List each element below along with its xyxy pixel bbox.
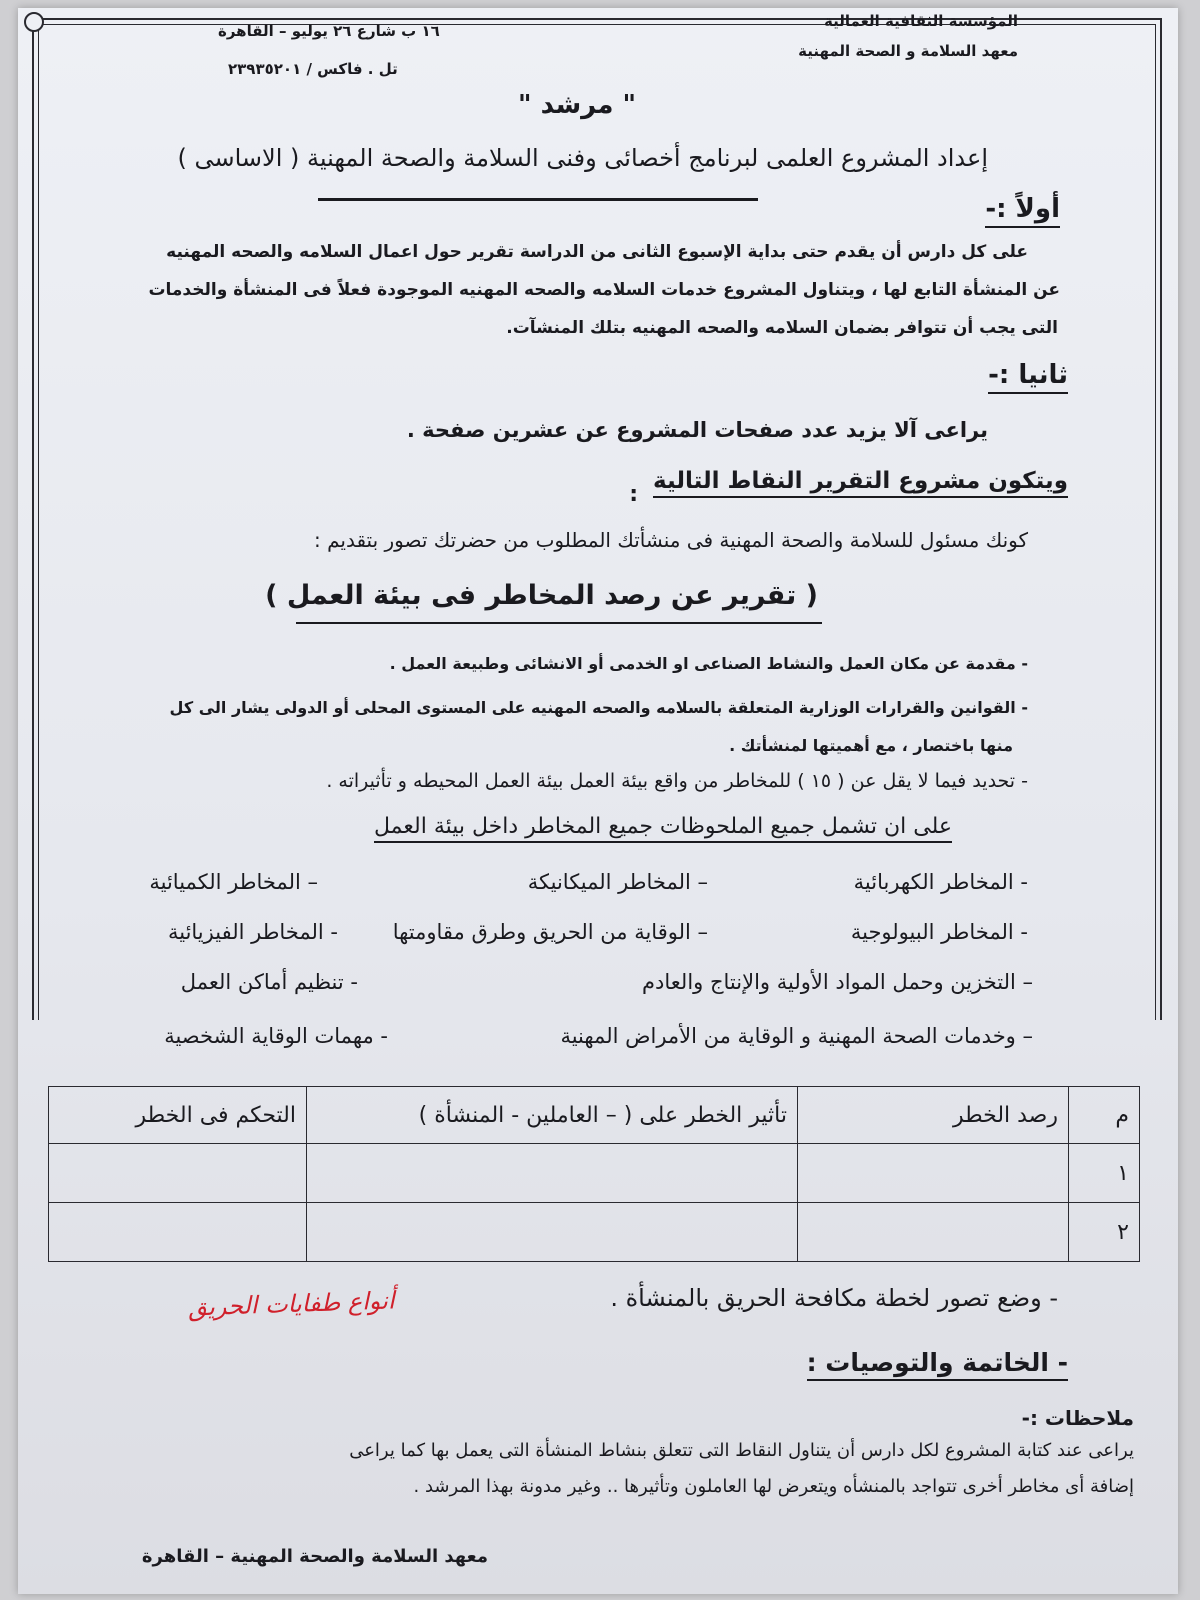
section1-heading: أولاً :-	[985, 194, 1060, 228]
table-cell	[49, 1144, 307, 1203]
org-name: المؤسسة الثقافية العمالية	[824, 12, 1018, 30]
hazard-item: - مهمات الوقاية الشخصية	[164, 1024, 388, 1048]
table-row	[49, 1203, 1140, 1262]
hazard-item: – الوقاية من الحريق وطرق مقاومتها	[392, 920, 708, 944]
list-item: - تحديد فيما لا يقل عن ( ١٥ ) للمخاطر من واقع بيئة العمل بيئة العمل المحيطه و تأثيراته .	[326, 770, 1028, 792]
points-colon: :	[629, 482, 638, 507]
table-cell	[798, 1144, 1069, 1203]
row-number: ١	[1069, 1144, 1140, 1203]
table-cell	[307, 1203, 798, 1262]
hazard-item: - المخاطر الكهربائية	[854, 870, 1028, 894]
notes-heading: ملاحظات :-	[1021, 1406, 1134, 1430]
table-cell	[49, 1203, 307, 1262]
table-row	[49, 1144, 1140, 1203]
hazard-item: – المخاطر الميكانيكة	[527, 870, 708, 894]
handwritten-note: أنواع طفايات الحريق	[187, 1286, 395, 1322]
footer-signature: معهد السلامة والصحة المهنية – القاهرة	[141, 1546, 488, 1567]
report-title-rule	[296, 622, 822, 624]
conclusion-heading: - الخاتمة والتوصيات :	[807, 1348, 1068, 1381]
list-item-continued: منها باختصار ، مع أهميتها لمنشأتك .	[729, 736, 1013, 755]
title-rule	[318, 198, 758, 201]
hazard-item: - تنظيم أماكن العمل	[180, 970, 358, 994]
table-cell	[798, 1203, 1069, 1262]
page-title: " مرشد "	[518, 90, 637, 120]
page-subtitle: إعداد المشروع العلمى لبرنامج أخصائى وفنى السلامة والصحة المهنية ( الاساسى )	[177, 144, 988, 172]
col-hazard-header: رصد الخطر	[798, 1087, 1069, 1144]
section2-heading: ثانيا :-	[988, 360, 1068, 394]
intro-text: كونك مسئول للسلامة والصحة المهنية فى منشأتك المطلوب من حضرتك تصور بتقديم :	[313, 528, 1028, 552]
hazard-item: – المخاطر الكميائية	[149, 870, 318, 894]
list-item: - مقدمة عن مكان العمل والنشاط الصناعى او الخدمى أو الانشائى وطبيعة العمل .	[390, 654, 1028, 673]
pages-note: يراعى آلا يزيد عدد صفحات المشروع عن عشرين صفحة .	[406, 418, 988, 442]
phone-fax: تل . فاكس / ٢٣٩٣٥٢٠١	[228, 60, 398, 78]
section1-line: على كل دارس أن يقدم حتى بداية الإسبوع الثانى من الدراسة تقرير حول اعمال السلامه والصحه المهنيه	[166, 242, 1028, 262]
col-control-header: التحكم فى الخطر	[49, 1087, 307, 1144]
corner-ornament-icon	[24, 12, 44, 32]
points-heading: ويتكون مشروع التقرير النقاط التالية	[653, 468, 1068, 498]
notes-line: يراعى عند كتابة المشروع لكل دارس أن يتناول النقاط التى تتعلق بنشاط المنشأة التى يعمل بها كما يراعى	[349, 1440, 1134, 1461]
address: ١٦ ب شارع ٢٦ يوليو – القاهرة	[218, 22, 440, 40]
section1-line: التى يجب أن تتوافر بضمان السلامه والصحه المهنيه بتلك المنشآت.	[506, 318, 1058, 338]
col-effect-header: تأثير الخطر على ( – العاملين - المنشأة )	[307, 1087, 798, 1144]
row-number: ٢	[1069, 1203, 1140, 1262]
section1-line: عن المنشأة التابع لها ، ويتناول المشروع خدمات السلامه والصحه المهنيه الموجودة فعلاً فى المنشأة والخدمات	[148, 280, 1060, 300]
institute-name: معهد السلامة و الصحة المهنية	[798, 42, 1018, 60]
includes-heading: على ان تشمل جميع الملحوظات جميع المخاطر داخل بيئة العمل	[374, 814, 952, 843]
table-cell	[307, 1144, 798, 1203]
notes-line: إضافة أى مخاطر أخرى تتواجد بالمنشأه ويتعرض لها العاملون وتأثيرها .. وغير مدونة بهذا المرشد .	[413, 1476, 1134, 1497]
hazard-item: – التخزين وحمل المواد الأولية والإنتاج والعادم	[642, 970, 1033, 994]
hazard-item: – وخدمات الصحة المهنية و الوقاية من الأمراض المهنية	[560, 1024, 1033, 1048]
hazard-item: - المخاطر الفيزيائية	[167, 920, 338, 944]
fire-plan-item: - وضع تصور لخطة مكافحة الحريق بالمنشأة .	[610, 1284, 1058, 1312]
document-page	[18, 8, 1178, 1594]
col-number-header: م	[1069, 1087, 1140, 1144]
report-title: ( تقرير عن رصد المخاطر فى بيئة العمل )	[265, 580, 818, 611]
hazard-table	[48, 1086, 1140, 1262]
table-header-row	[49, 1087, 1140, 1144]
list-item: - القوانين والقرارات الوزارية المتعلقة بالسلامه والصحه المهنيه على المستوى المحلى أو الدولى يشار الى كل	[170, 698, 1028, 717]
hazard-item: - المخاطر البيولوجية	[851, 920, 1028, 944]
